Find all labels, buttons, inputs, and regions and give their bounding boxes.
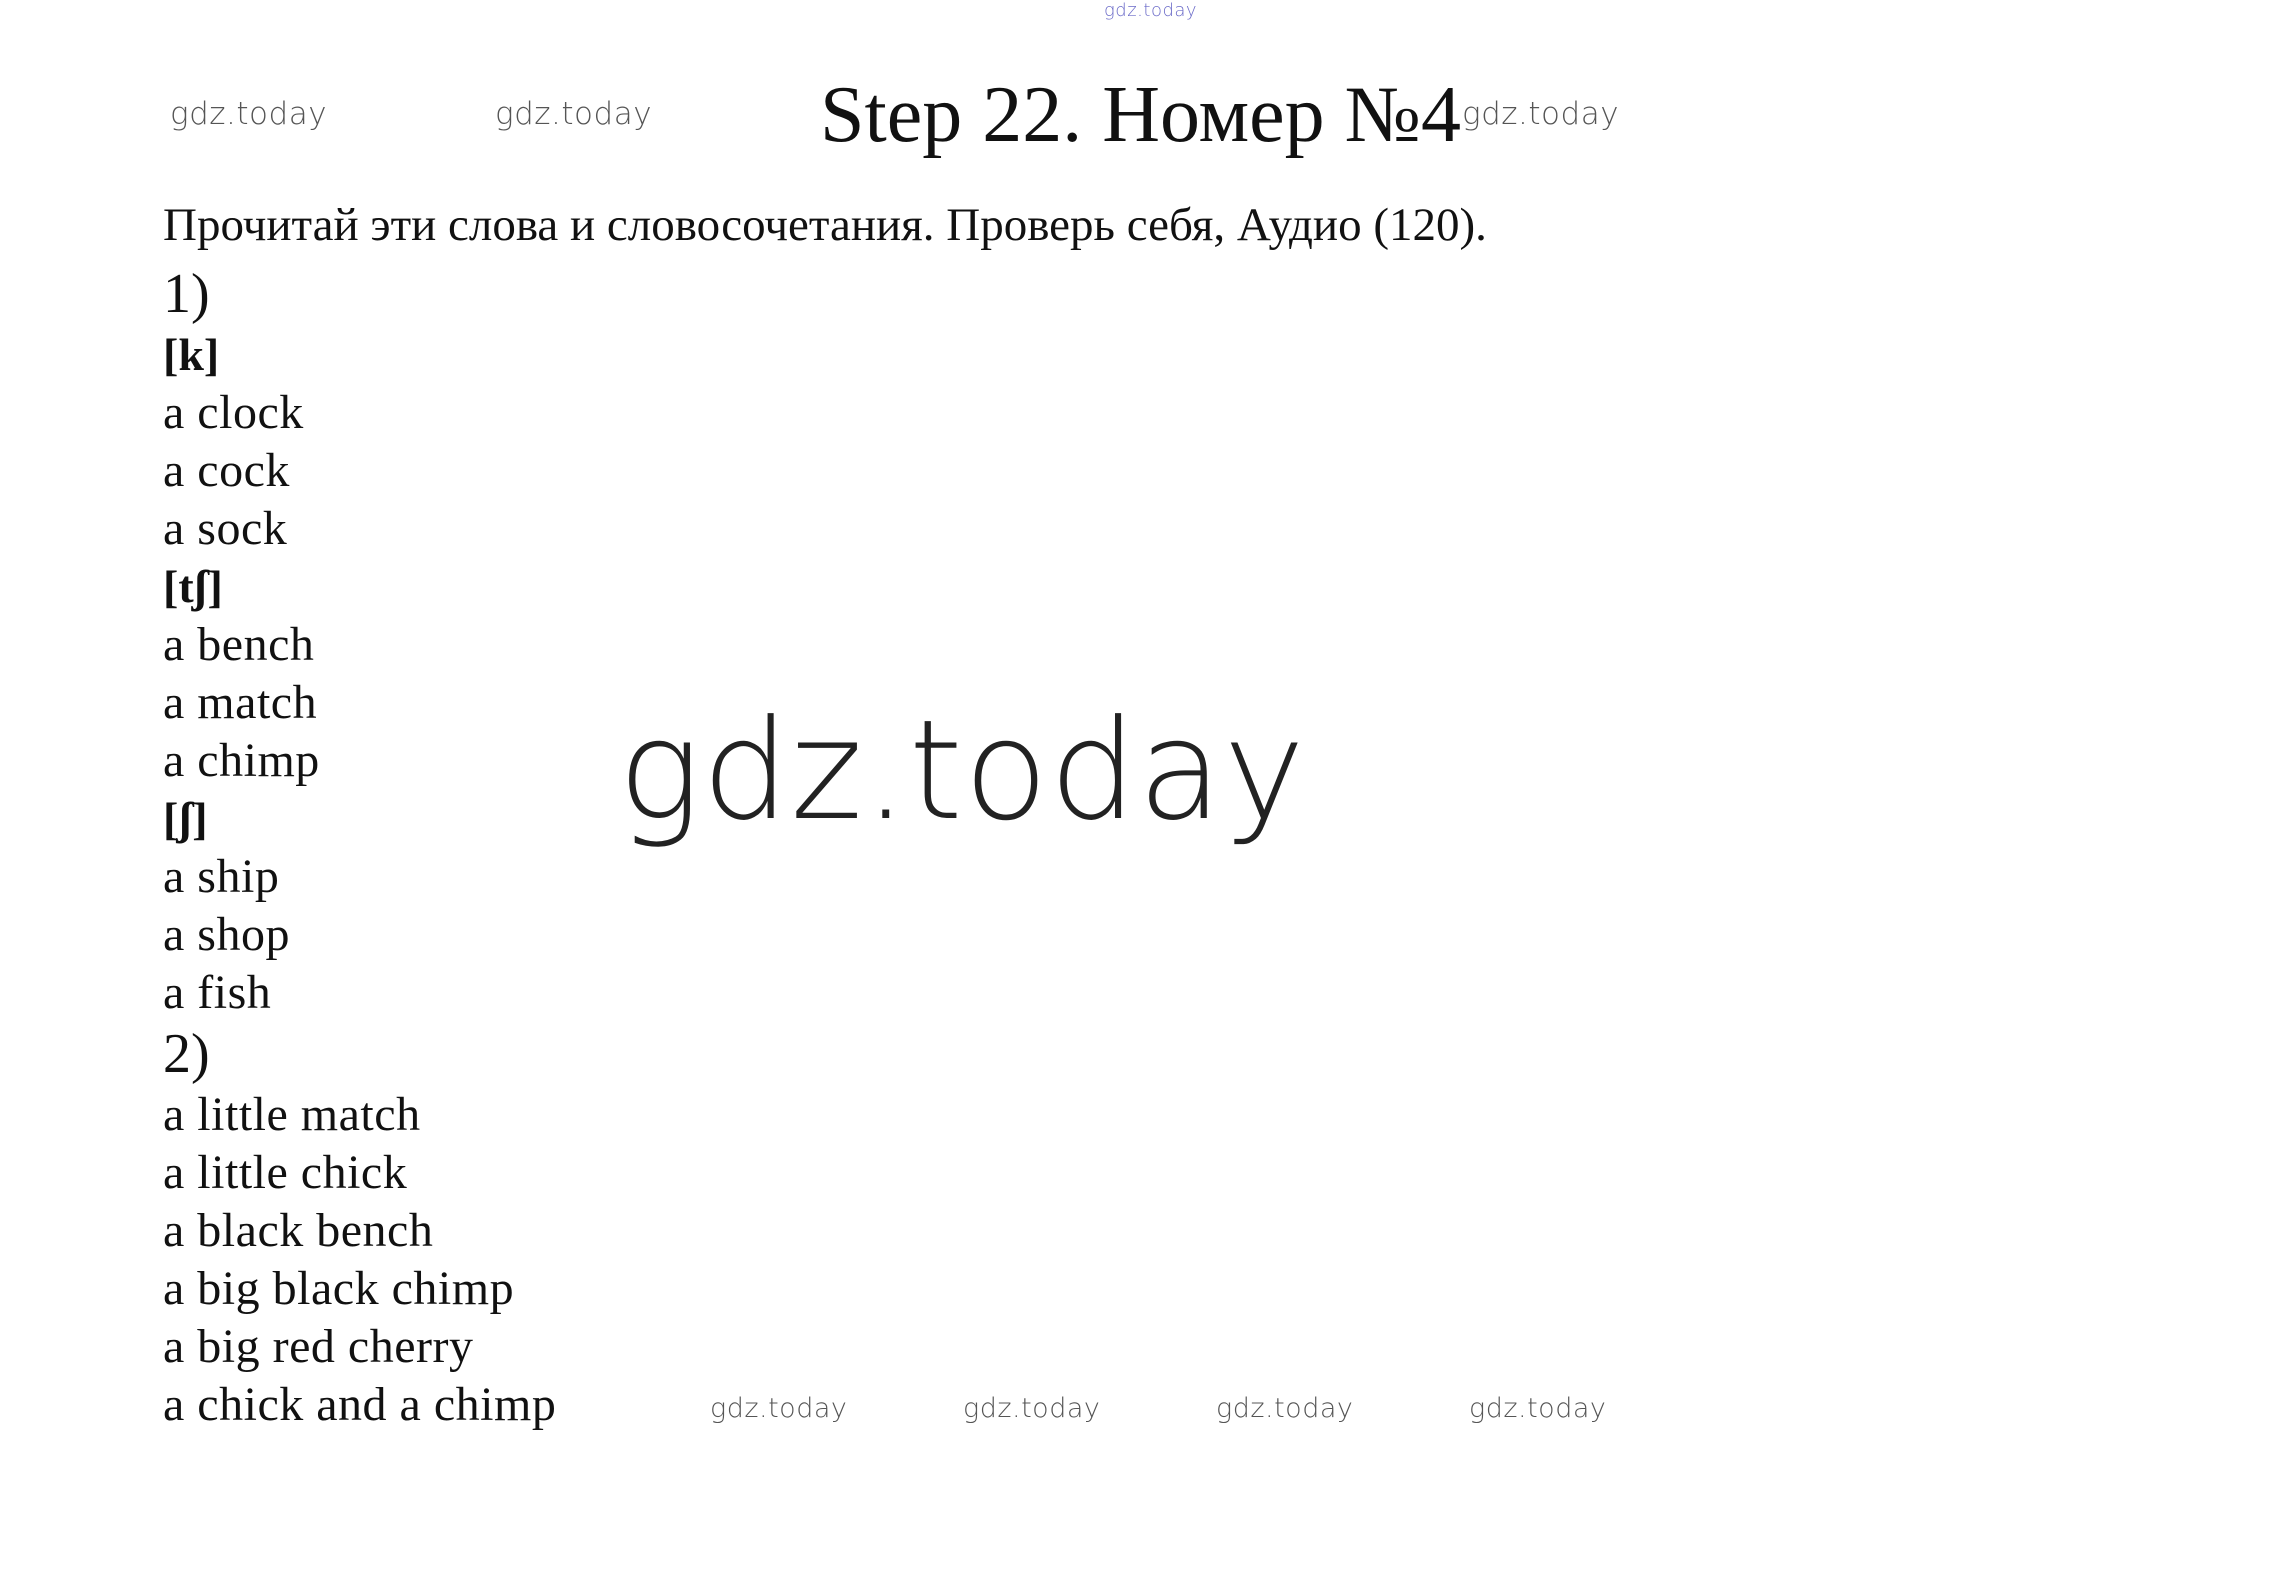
watermark-bottom-2: gdz.today [963, 1393, 1101, 1424]
word-item: a shop [163, 908, 290, 961]
sound-tsh-heading: [tʃ] [163, 561, 223, 612]
watermark-bottom-4: gdz.today [1469, 1393, 1607, 1424]
watermark-header-mid: gdz.today [495, 96, 653, 132]
phrase-item: a little match [163, 1088, 421, 1141]
phrase-item: a big black chimp [163, 1262, 515, 1315]
watermark-header-right: gdz.today [1462, 96, 1620, 132]
word-item: a chimp [163, 734, 320, 787]
part-1-label: 1) [163, 263, 210, 325]
phrase-item: a big red cherry [163, 1320, 474, 1373]
word-item: a clock [163, 386, 304, 439]
phrase-item: a chick and a chimp [163, 1378, 557, 1431]
watermark-bottom-3: gdz.today [1216, 1393, 1354, 1424]
word-item: a bench [163, 618, 315, 671]
word-item: a match [163, 676, 318, 729]
sound-k-heading: [k] [163, 329, 220, 380]
watermark-bottom-1: gdz.today [710, 1393, 848, 1424]
phrase-item: a black bench [163, 1204, 434, 1257]
watermark-header-left: gdz.today [170, 96, 328, 132]
sound-sh-heading: [ʃ] [163, 793, 208, 844]
word-item: a cock [163, 444, 290, 497]
page-title: Step 22. Номер №4 [820, 71, 1461, 159]
watermark-top: gdz.today [1104, 0, 1198, 21]
phrase-item: a little chick [163, 1146, 408, 1199]
watermark-center: gdz.today [618, 690, 1307, 851]
instruction-text: Прочитай эти слова и словосочетания. Проверь себя, Аудио (120). [163, 199, 1487, 251]
word-item: a fish [163, 966, 272, 1019]
word-item: a ship [163, 850, 280, 903]
part-2-label: 2) [163, 1023, 210, 1085]
word-item: a sock [163, 502, 288, 555]
